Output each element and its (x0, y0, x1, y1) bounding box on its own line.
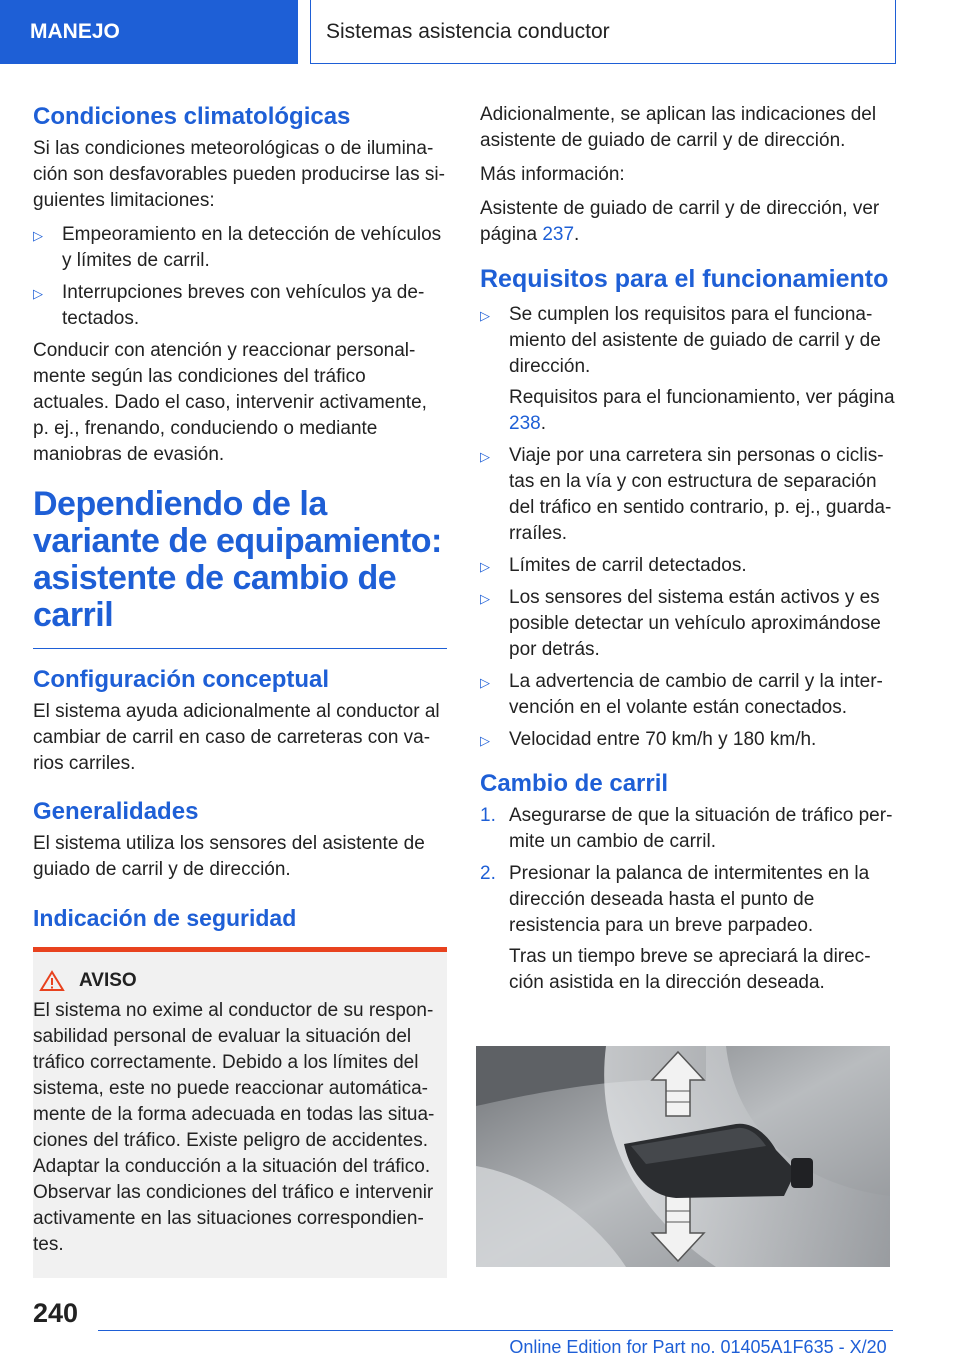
triangle-bullet-icon: ▷ (480, 733, 490, 748)
chapter-header (310, 0, 896, 64)
list-item: ▷ Velocidad entre 70 km/h y 180 km/h. (480, 727, 895, 753)
list-item: ▷ La advertencia de cambio de carril y la intervención en el volante están conectados. (480, 671, 883, 718)
right-column (480, 102, 895, 1002)
list-item: 2. Presionar la palanca de intermitentes en la dirección deseada hasta el punto de resistencia para un breve parpadeo. Tras un tiempo breve se apreciará la dirección asistida en la dirección deseada. (480, 861, 895, 996)
list-item: 1. Asegurarse de que la situación de tráfico permite un cambio de carril. (480, 805, 893, 852)
footer-edition: Online Edition for Part no. 01405A1F635 - X/20 (509, 1337, 887, 1357)
heading-indicacion-seguridad: Indicación de seguridad (33, 905, 297, 931)
triangle-bullet-icon: ▷ (33, 228, 43, 243)
section-title: MANEJO (30, 20, 120, 43)
page-number: 240 (33, 1298, 79, 1328)
triangle-bullet-icon: ▷ (480, 591, 490, 606)
paragraph-reference: Asistente de guiado de carril y de dirección, ver página 237. (480, 198, 880, 245)
heading-requisitos: Requisitos para el funcionamiento (480, 265, 889, 293)
list-item: ▷ Límites de carril detectados. (480, 553, 895, 579)
paragraph-conducir: Conducir con atención y reaccionar personalmente según las condiciones del tráfico actuales. Dado el caso, intervenir activamente, p. ej., frenando, conduciendo o mediante maniobras de evasión. (33, 340, 427, 465)
bullet-list-requisitos (480, 302, 895, 753)
lever-drawing-icon (476, 1046, 890, 1267)
paragraph-config: El sistema ayuda adicionalmente al conductor al cambiar de carril en caso de carreteras con varios carriles. (33, 701, 440, 774)
heading-configuracion-conceptual: Configuración conceptual (33, 666, 330, 693)
triangle-bullet-icon: ▷ (33, 286, 43, 301)
triangle-bullet-icon: ▷ (480, 308, 490, 323)
turn-signal-lever-illustration (476, 1046, 890, 1267)
heading-cambio-carril: Cambio de carril (480, 770, 669, 797)
paragraph-general: El sistema utiliza los sensores del asistente de guiado de carril y de dirección. (33, 833, 425, 880)
chapter-title: Sistemas asistencia conductor (326, 19, 610, 43)
paragraph-mas-info: Más información: (480, 164, 625, 185)
step-note: Tras un tiempo breve se apreciará la dirección asistida en la dirección deseada. (509, 946, 871, 993)
numbered-steps (480, 803, 895, 996)
triangle-bullet-icon: ▷ (480, 559, 490, 574)
requisitos-reference: Requisitos para el funcionamiento, ver página 238. (509, 387, 895, 434)
list-item: ▷ Viaje por una carretera sin personas o ciclistas en la vía y con estructura de separación del tráfico en sentido contrario, p. ej., guardarraíles. (480, 445, 892, 544)
list-item: ▷ Interrupciones breves con vehículos ya detectados. (33, 282, 425, 329)
footer-divider (98, 1330, 893, 1331)
heading-condiciones-climatologicas: Condiciones climatológicas (33, 103, 351, 130)
list-item: ▷ Los sensores del sistema están activos y es posible detectar un vehículo aproximándose por detrás. (480, 587, 881, 660)
heading-asistente-cambio-carril: Dependiendo de la variante de equipamiento: asistente de cambio de carril (33, 486, 447, 649)
list-item: ▷ Se cumplen los requisitos para el funcionamiento del asistente de guiado de carril y de dirección. Requisitos para el funcionamiento, ver página 238. (480, 302, 895, 437)
warning-triangle-icon (39, 970, 65, 992)
list-item: ▷ Empeoramiento en la detección de vehículos y límites de carril. (33, 224, 442, 271)
paragraph-clima: Si las condiciones meteorológicas o de iluminación son desfavorables pueden producirse las siguientes limitaciones: (33, 138, 445, 211)
page-link-237[interactable]: 237 (542, 224, 575, 245)
paragraph-adicionalmente: Adicionalmente, se aplican las indicaciones del asistente de guiado de carril y de dirección. (480, 104, 877, 151)
left-column (33, 102, 447, 1278)
warning-title: AVISO (33, 970, 447, 992)
page-link-238[interactable]: 238 (509, 413, 541, 434)
section-tab (0, 0, 298, 64)
heading-generalidades: Generalidades (33, 798, 199, 825)
bullet-list-clima (33, 222, 447, 332)
triangle-bullet-icon: ▷ (480, 449, 490, 464)
warning-text: El sistema no exime al conductor de su responsabilidad personal de evaluar la situación del tráfico correctamente. Debido a los límites del sistema, este no puede reaccionar automáticamente de la forma adecuada en todas las situaciones del tráfico. Existe peligro de accidentes. Adaptar la conducción a la situación del tráfico. Observar las condiciones del tráfico e intervenir activamente en las situaciones correspondientes. (33, 1000, 435, 1255)
triangle-bullet-icon: ▷ (480, 675, 490, 690)
warning-box (33, 947, 447, 1278)
